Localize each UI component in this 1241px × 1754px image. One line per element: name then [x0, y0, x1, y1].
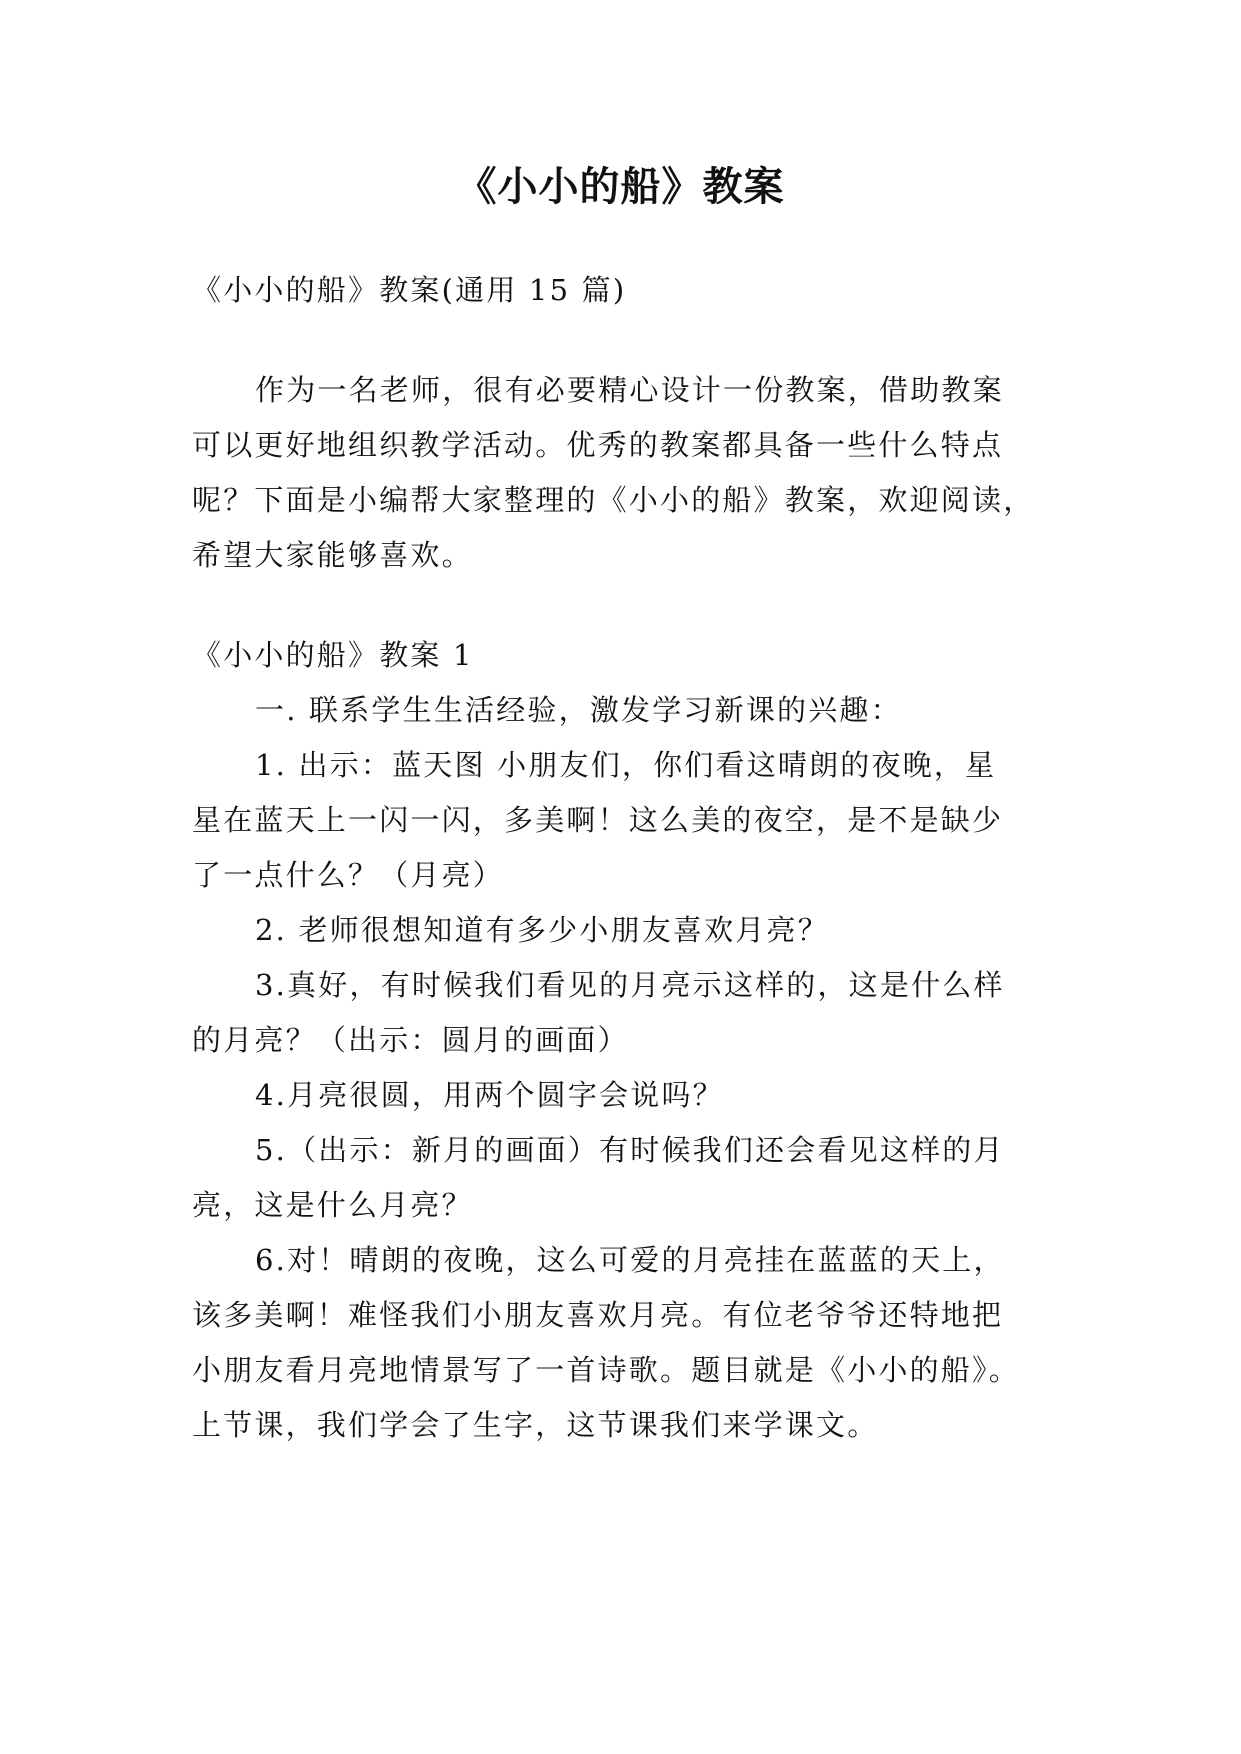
body-line: 该多美啊！难怪我们小朋友喜欢月亮。有位老爷爷还特地把: [192, 1298, 1004, 1332]
document-title: 《小小的船》教案: [456, 163, 785, 210]
intro-line: 希望大家能够喜欢。: [192, 538, 473, 572]
body-line: 小朋友看月亮地情景写了一首诗歌。题目就是《小小的船》。: [192, 1353, 1020, 1387]
body-line: 一. 联系学生生活经验，激发学习新课的兴趣：: [255, 693, 902, 727]
body-line: 6.对！晴朗的夜晚，这么可爱的月亮挂在蓝蓝的天上，: [255, 1243, 1005, 1277]
section-heading: 《小小的船》教案 1: [192, 638, 474, 672]
body-line: 了一点什么？（月亮）: [192, 858, 505, 892]
body-line: 星在蓝天上一闪一闪，多美啊！这么美的夜空，是不是缺少: [192, 803, 1004, 837]
intro-line: 作为一名老师，很有必要精心设计一份教案，借助教案: [255, 373, 1004, 407]
body-line: 5.（出示：新月的画面）有时候我们还会看见这样的月: [255, 1133, 1005, 1167]
body-line: 4.月亮很圆，用两个圆字会说吗？: [255, 1078, 724, 1112]
intro-line: 可以更好地组织教学活动。优秀的教案都具备一些什么特点: [192, 428, 1004, 462]
body-line: 3.真好，有时候我们看见的月亮示这样的，这是什么样: [255, 968, 1005, 1002]
body-line: 的月亮？（出示：圆月的画面）: [192, 1023, 629, 1057]
body-line: 亮，这是什么月亮？: [192, 1188, 473, 1222]
body-line: 1. 出示：蓝天图 小朋友们，你们看这晴朗的夜晚，星: [255, 748, 997, 782]
document-subtitle: 《小小的船》教案(通用 15 篇): [192, 273, 627, 307]
body-line: 2. 老师很想知道有多少小朋友喜欢月亮？: [255, 913, 829, 947]
intro-line: 呢？下面是小编帮大家整理的《小小的船》教案，欢迎阅读，: [192, 483, 1035, 517]
body-line: 上节课，我们学会了生字，这节课我们来学课文。: [192, 1408, 879, 1442]
